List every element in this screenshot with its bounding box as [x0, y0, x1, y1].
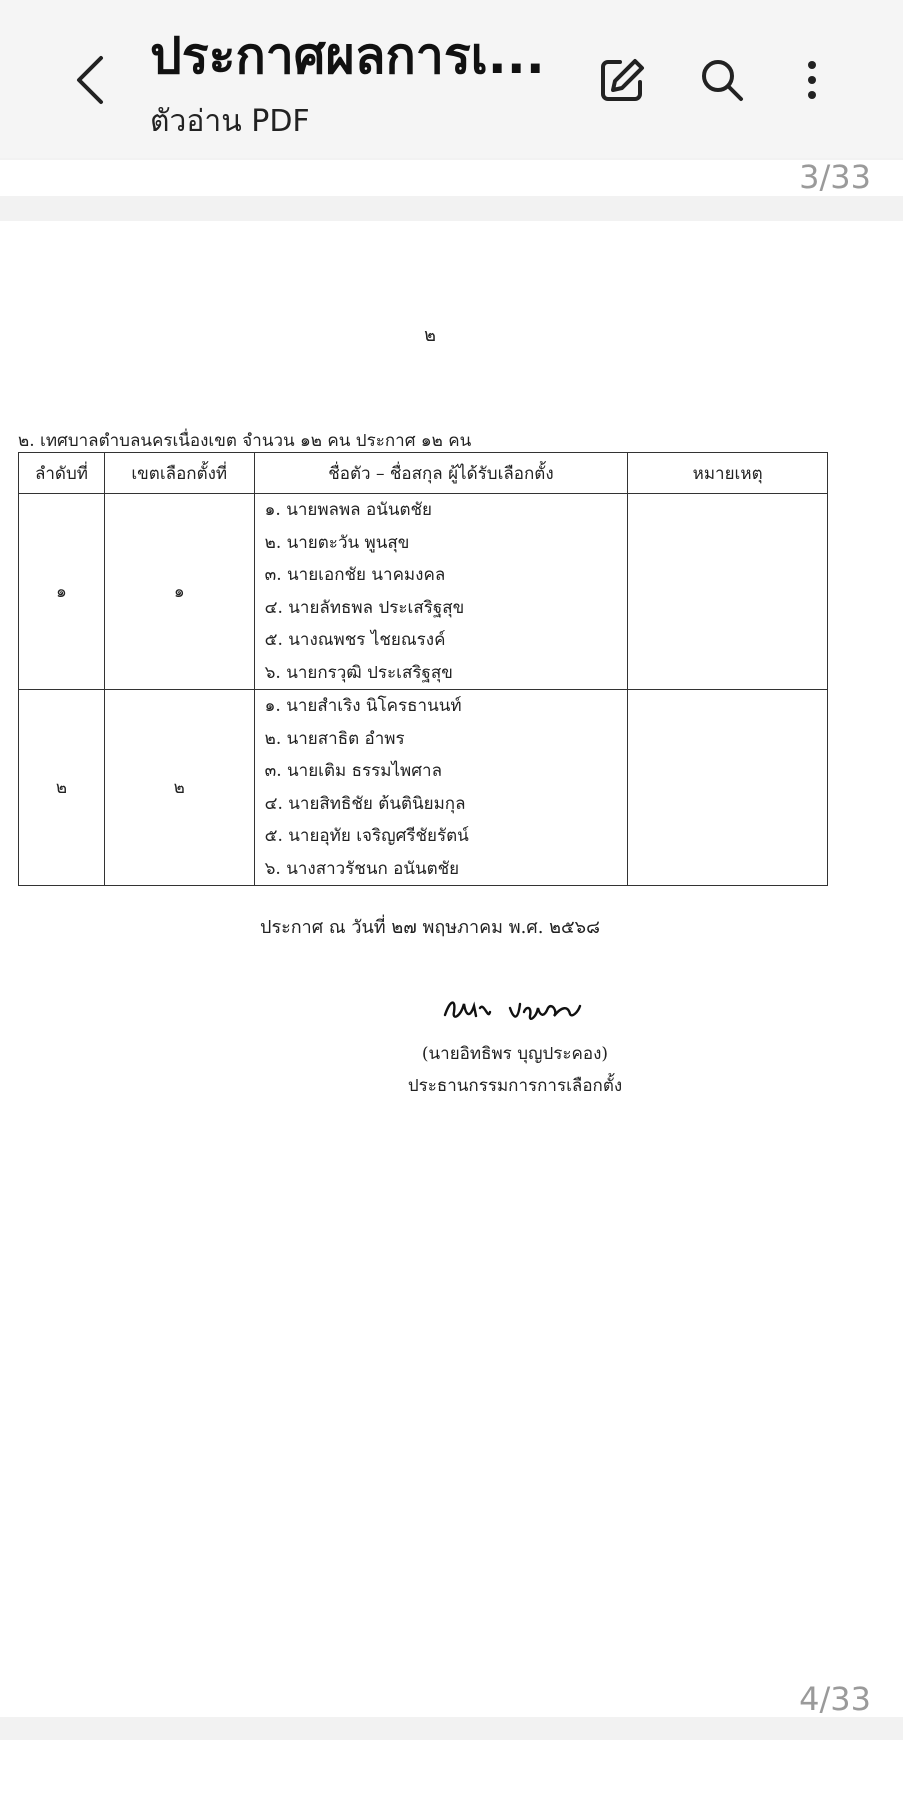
signer-name: (นายอิทธิพร บุญประคอง): [421, 1044, 609, 1064]
document-title: ประกาศผลการเ...: [150, 27, 545, 85]
previous-page-edge: [0, 160, 903, 196]
candidate-name: ๕. นายอุทัย เจริญศรีชัยรัตน์: [264, 826, 469, 846]
section-heading: ๒. เทศบาลตำบลนครเนื่องเขต จำนวน ๑๒ คน ประกาศ ๑๒ คน: [18, 431, 472, 451]
candidate-name: ๓. นายเติม ธรรมไพศาล: [264, 761, 442, 781]
order-cell: ๑: [19, 494, 105, 690]
table-row: [19, 494, 828, 690]
edit-button[interactable]: [592, 50, 652, 110]
district-cell: ๒: [104, 690, 254, 886]
candidate-name: ๑. นายพลพล อนันตชัย: [264, 500, 432, 520]
table-row: [19, 690, 828, 886]
names-cell: [254, 494, 628, 690]
note-cell: [628, 690, 828, 886]
column-header: ลำดับที่: [19, 453, 105, 494]
results-table: [18, 452, 828, 886]
search-icon: [698, 56, 746, 104]
note-cell: [628, 494, 828, 690]
column-header: หมายเหตุ: [628, 453, 828, 494]
signer-position: ประธานกรรมการการเลือกตั้ง: [407, 1076, 623, 1096]
back-arrow-icon: [73, 54, 107, 106]
edit-icon: [598, 56, 646, 104]
page-indicator-next: 4/33: [799, 1680, 871, 1718]
candidate-name: ๔. นายสิทธิชัย ต้นตินิยมกุล: [264, 793, 466, 814]
more-vert-icon: [802, 56, 822, 104]
names-cell: [254, 690, 628, 886]
district-cell: ๑: [104, 494, 254, 690]
search-button[interactable]: [692, 50, 752, 110]
handwritten-signature: [440, 990, 590, 1034]
announcement-date: ประกาศ ณ วันที่ ๒๗ พฤษภาคม พ.ศ. ๒๕๖๘: [260, 917, 600, 938]
candidate-name: ๖. นางสาวรัชนก อนันตชัย: [264, 858, 460, 879]
candidate-name: ๕. นางณพชร ไชยณรงค์: [264, 630, 446, 650]
column-header: เขตเลือกตั้งที่: [104, 453, 254, 494]
table-header-row: [19, 453, 828, 494]
page-number: ๒: [424, 325, 436, 346]
candidate-name: ๒. นายสาธิต อำพร: [264, 728, 405, 749]
back-button[interactable]: [60, 50, 120, 110]
more-options-button[interactable]: [782, 50, 842, 110]
candidate-name: ๖. นายกรวุฒิ ประเสริฐสุข: [264, 662, 453, 683]
app-bar: [0, 0, 903, 158]
page-indicator-previous: 3/33: [799, 158, 871, 196]
candidate-name: ๒. นายตะวัน พูนสุข: [264, 532, 410, 553]
next-page-edge[interactable]: [0, 1740, 903, 1813]
candidate-name: ๓. นายเอกชัย นาคมงคล: [264, 565, 446, 585]
candidate-name: ๔. นายลัทธพล ประเสริฐสุข: [264, 597, 465, 618]
order-cell: ๒: [19, 690, 105, 886]
column-header: ชื่อตัว – ชื่อสกุล ผู้ได้รับเลือกตั้ง: [254, 453, 628, 494]
candidate-name: ๑. นายสำเริง นิโครธานนท์: [264, 696, 462, 716]
app-subtitle: ตัวอ่าน PDF: [150, 104, 310, 139]
